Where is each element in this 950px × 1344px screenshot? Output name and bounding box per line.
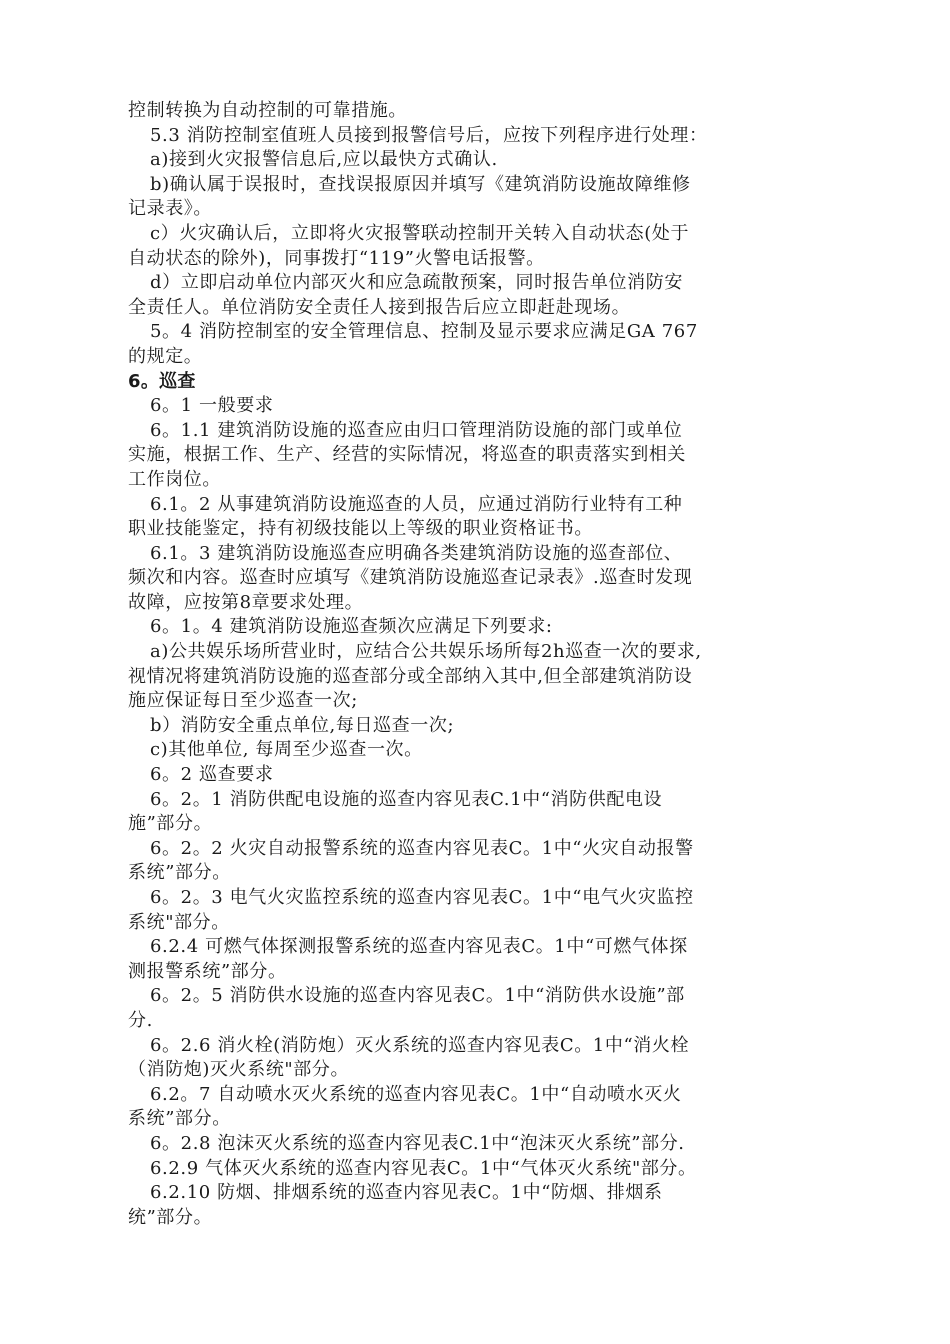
- text-line: 施”部分。: [128, 813, 213, 835]
- text-line: 6。2.8 泡沫灭火系统的巡查内容见表C.1中“泡沫灭火系统”部分.: [150, 1132, 685, 1154]
- text-line: 6。1。4 建筑消防设施巡查频次应满足下列要求:: [150, 616, 553, 638]
- text-line: 测报警系统”部分。: [128, 960, 287, 982]
- text-line: 统”部分。: [128, 1206, 213, 1228]
- text-line: c)其他单位, 每周至少巡查一次。: [150, 739, 423, 761]
- text-line: 5.3 消防控制室值班人员接到报警信号后，应按下列程序进行处理：: [150, 124, 708, 146]
- text-line: 6。2。5 消防供水设施的巡查内容见表C。1中“消防供水设施”部: [150, 985, 685, 1007]
- text-line: 分.: [128, 1009, 153, 1031]
- text-line: d）立即启动单位内部灭火和应急疏散预案，同时报告单位消防安: [150, 272, 683, 294]
- text-line: 实施，根据工作、生产、经营的实际情况，将巡查的职责落实到相关: [128, 444, 686, 466]
- text-line: （消防炮)灭火系统"部分。: [128, 1059, 350, 1081]
- text-line: 施应保证每日至少巡查一次;: [128, 690, 358, 712]
- text-line: 6.2。7 自动喷水灭火系统的巡查内容见表C。1中“自动喷水灭火: [150, 1083, 682, 1105]
- text-line: b）消防安全重点单位,每日巡查一次;: [150, 714, 455, 736]
- text-line: 控制转换为自动控制的可靠措施。: [128, 100, 407, 121]
- text-line: 6。1.1 建筑消防设施的巡查应由归口管理消防设施的部门或单位: [150, 419, 683, 441]
- text-line: 6.2.10 防烟、排烟系统的巡查内容见表C。1中“防烟、排烟系: [150, 1182, 663, 1204]
- text-line: b)确认属于误报时，查找误报原因并填写《建筑消防设施故障维修: [150, 173, 691, 195]
- document-page: [128, 99, 828, 1230]
- text-line: 6.2.9 气体灭火系统的巡查内容见表C。1中“气体灭火系统"部分。: [150, 1157, 697, 1179]
- text-line: 职业技能鉴定，持有初级技能以上等级的职业资格证书。: [128, 518, 593, 540]
- text-line: a)接到火灾报警信息后,应以最快方式确认.: [150, 149, 498, 171]
- text-line: 6.1。2 从事建筑消防设施巡查的人员，应通过消防行业特有工种: [150, 493, 683, 515]
- text-line: 6.1。3 建筑消防设施巡查应明确各类建筑消防设施的巡查部位、: [150, 542, 683, 564]
- text-line: 全责任人。单位消防安全责任人接到报告后应立即赶赴现场。: [128, 296, 631, 318]
- text-line: a)公共娱乐场所营业时，应结合公共娱乐场所每2h巡查一次的要求,: [150, 641, 702, 663]
- text-line: 频次和内容。巡查时应填写《建筑消防设施巡查记录表》.巡查时发现: [128, 567, 693, 589]
- text-line: 6。2。3 电气火灾监控系统的巡查内容见表C。1中“电气火灾监控: [150, 887, 694, 908]
- text-line: c）火灾确认后，立即将火灾报警联动控制开关转入自动状态(处于: [150, 222, 690, 244]
- text-line: 6。2.6 消火栓(消防炮）灭火系统的巡查内容见表C。1中“消火栓: [150, 1034, 690, 1056]
- text-line: 故障，应按第8章要求处理。: [128, 591, 364, 613]
- text-line: 工作岗位。: [128, 468, 221, 490]
- text-line: 5。4 消防控制室的安全管理信息、控制及显示要求应满足GA 767: [150, 321, 698, 343]
- text-line: 6.2.4 可燃气体探测报警系统的巡查内容见表C。1中“可燃气体探: [150, 936, 688, 958]
- text-line: 6。1 一般要求: [150, 395, 274, 417]
- text-line: 记录表》。: [128, 198, 212, 220]
- text-line: 6。2。1 消防供配电设施的巡查内容见表C.1中“消防供配电设: [150, 788, 663, 810]
- text-line: 视情况将建筑消防设施的巡查部分或全部纳入其中,但全部建筑消防设: [128, 665, 693, 687]
- text-line: 系统”部分。: [128, 1108, 231, 1130]
- text-line: 自动状态的除外)，同事拨打“119”火警电话报警。: [128, 247, 545, 269]
- section-heading: 6。巡查: [128, 370, 196, 392]
- text-line: 系统”部分。: [128, 862, 231, 884]
- text-line: 的规定。: [128, 345, 203, 367]
- text-line: 系统"部分。: [128, 911, 230, 933]
- text-line: 6。2。2 火灾自动报警系统的巡查内容见表C。1中“火灾自动报警: [150, 837, 694, 859]
- text-line: 6。2 巡查要求: [150, 764, 274, 786]
